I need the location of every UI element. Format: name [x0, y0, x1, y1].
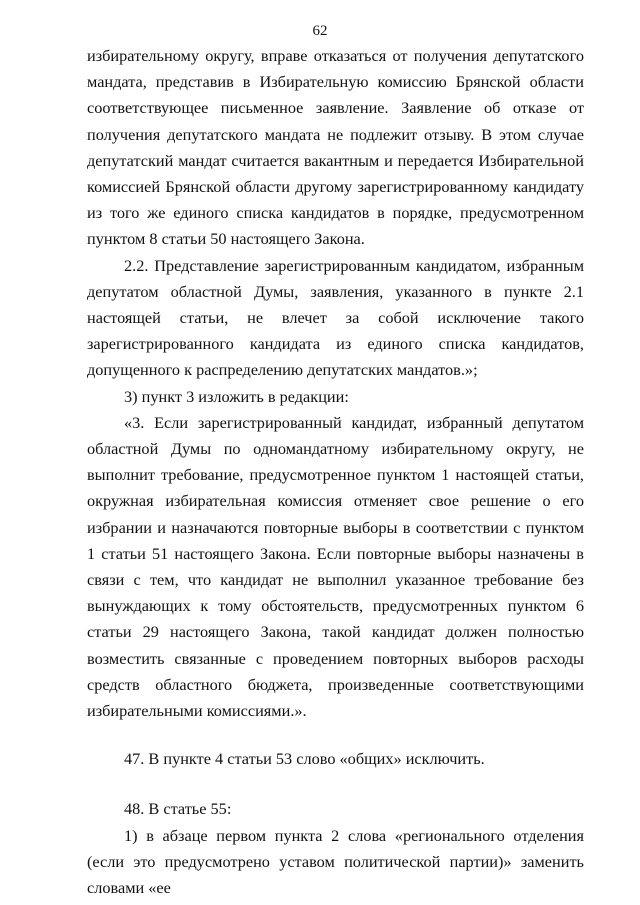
paragraph-clause-2-2: 2.2. Представление зарегистрированным кандидатом, избранным депутатом областной Думы, заявления, указанного в пункте 2.1 настоящей статьи, не влечет за собой исключение такого зарегистрированного кандидата из единого списка кандидатов, допущенного к распределению депутатских мандатов.»; [87, 255, 584, 380]
paragraph-item-3-heading: 3) пункт 3 изложить в редакции: [124, 386, 349, 406]
page-number: 62 [312, 23, 328, 39]
paragraph-continuation: избирательному округу, вправе отказаться от получения депутатского мандата, представив в Избирательную комиссию Брянской области соответствующее письменное заявление. Заявление об отказе от получения депутатского мандата не подлежит отзыву. В этом случае депутатский мандат считается вакантным и передается Избирательной комиссией Брянской области другому зарегистрированному кандидату из того же единого списка кандидатов в порядке, предусмотренном пунктом 8 статьи 50 настоящего Закона. [87, 46, 584, 249]
paragraph-item-48-1: 1) в абзаце первом пункта 2 слова «регионального отделения (если это предусмотрено уставом политической партии)» заменить словами «ее [87, 825, 584, 898]
paragraph-item-48: 48. В статье 55: [124, 799, 232, 819]
paragraph-clause-3-text: «3. Если зарегистрированный кандидат, избранный депутатом областной Думы по одномандатному избирательному округу, не выполнит требование, предусмотренное пунктом 1 настоящей статьи, окружная избирательная комиссия отменяет свое решение о его избрании и назначаются повторные выборы в соответствии с пунктом 1 статьи 51 настоящего Закона. Если повторные выборы назначены в связи с тем, что кандидат не выполнил указанное требование без вынуждающих к тому обстоятельств, предусмотренных пунктом 6 статьи 29 настоящего Закона, такой кандидат должен полностью возместить связанные с проведением повторных выборов расходы средств областного бюджета, произведенные соответствующими избирательными комиссиями.». [87, 412, 584, 721]
document-body [87, 43, 584, 901]
paragraph-item-47: 47. В пункте 4 статьи 53 слово «общих» исключить. [124, 749, 485, 769]
